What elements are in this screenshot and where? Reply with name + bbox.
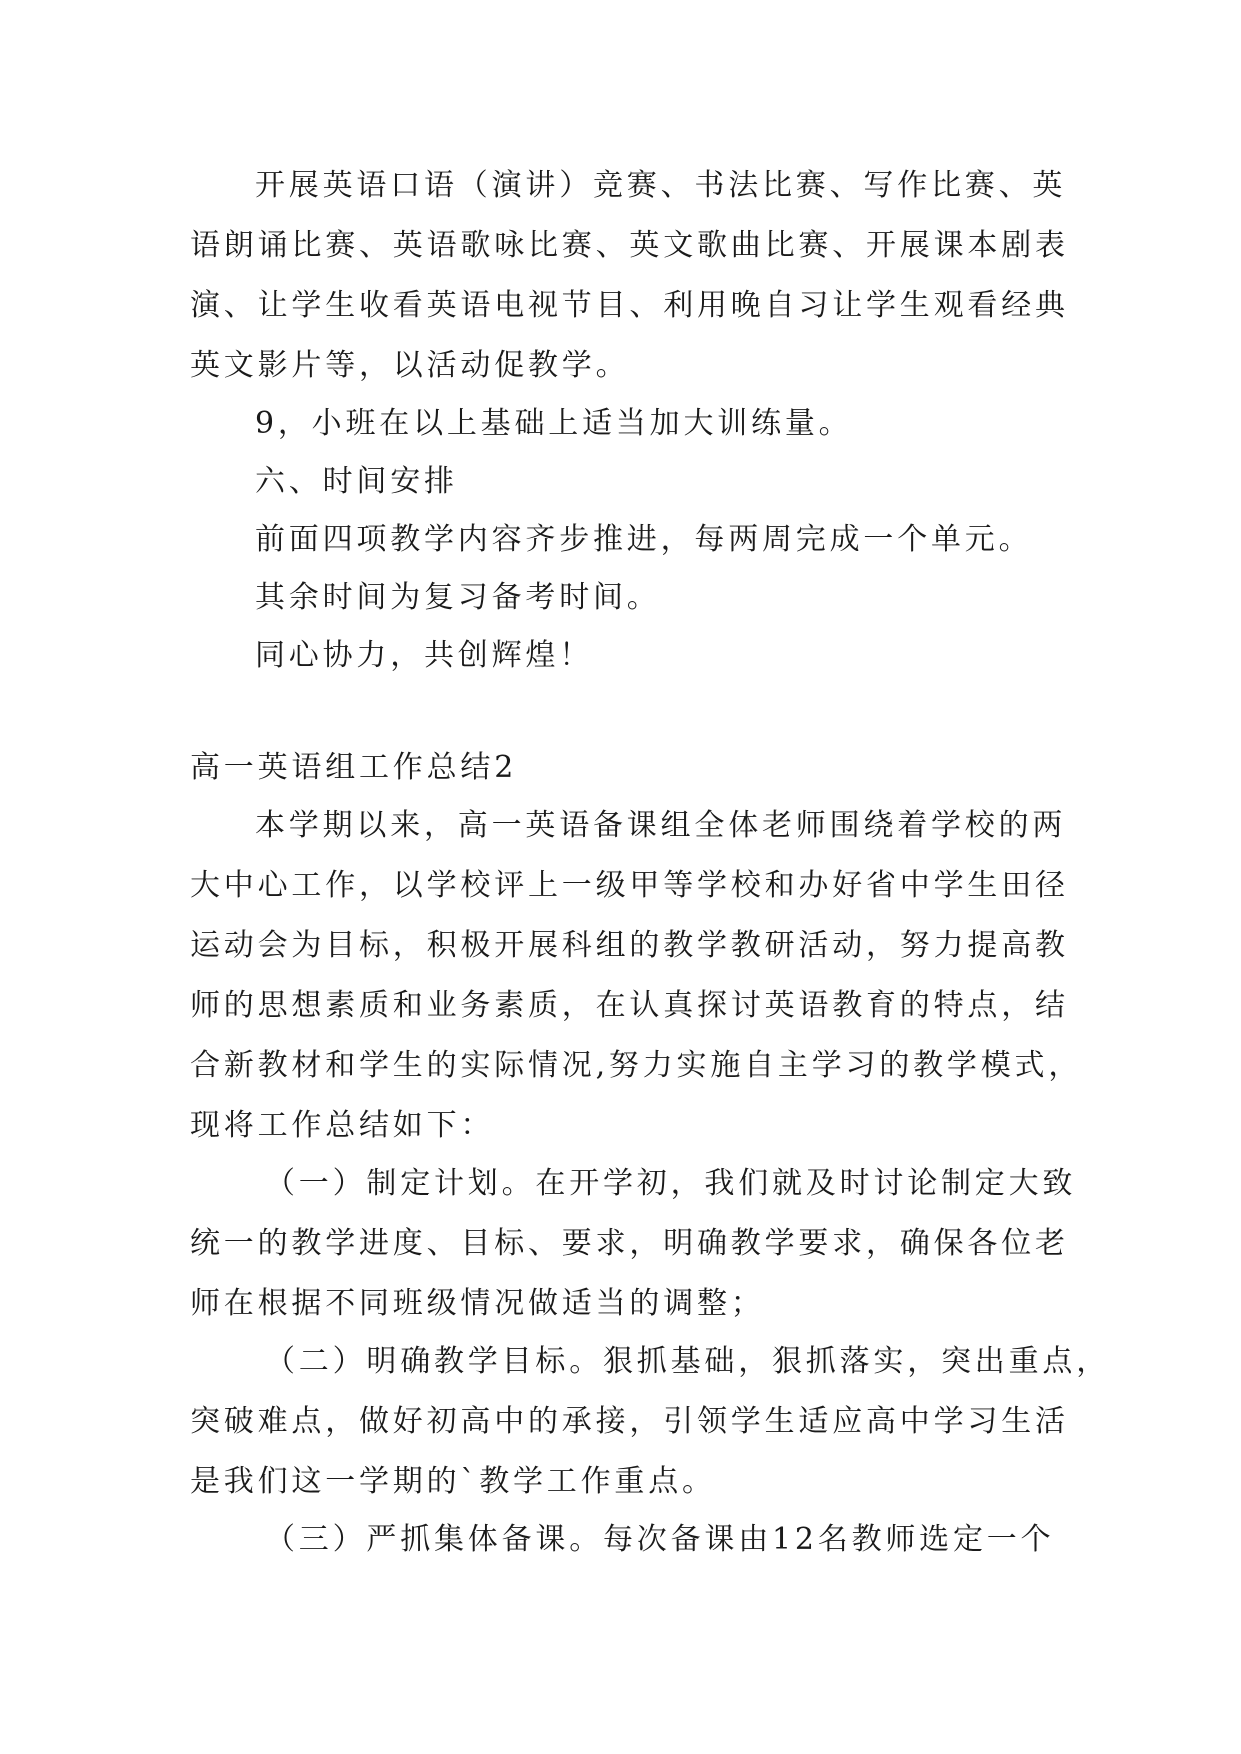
paragraph-line: 英文影片等，以活动促教学。 xyxy=(190,348,630,383)
paragraph-line: 同心协力，共创辉煌！ xyxy=(255,638,593,673)
paragraph-line: （二）明确教学目标。狠抓基础，狠抓落实，突出重点， xyxy=(265,1344,1110,1379)
paragraph-line: 语朗诵比赛、英语歌咏比赛、英文歌曲比赛、开展课本剧表 xyxy=(190,228,1069,263)
paragraph-line: （三）严抓集体备课。每次备课由12名教师选定一个 xyxy=(265,1522,1055,1557)
paragraph-line: （一）制定计划。在开学初，我们就及时讨论制定大致 xyxy=(265,1166,1077,1201)
paragraph-line: 师的思想素质和业务素质，在认真探讨英语教育的特点，结 xyxy=(190,988,1069,1023)
paragraph-line: 开展英语口语（演讲）竞赛、书法比赛、写作比赛、英 xyxy=(255,168,1067,203)
paragraph-line: 现将工作总结如下： xyxy=(190,1108,495,1143)
paragraph-line: 突破难点，做好初高中的承接，引领学生适应高中学习生活 xyxy=(190,1404,1069,1439)
paragraph-line: 师在根据不同班级情况做适当的调整； xyxy=(190,1286,765,1321)
paragraph-line: 是我们这一学期的`教学工作重点。 xyxy=(190,1464,716,1499)
paragraph-line: 前面四项教学内容齐步推进，每两周完成一个单元。 xyxy=(255,522,1033,557)
paragraph-line: 运动会为目标，积极开展科组的教学教研活动，努力提高教 xyxy=(190,928,1069,963)
paragraph-line: 本学期以来，高一英语备课组全体老师围绕着学校的两 xyxy=(255,808,1067,843)
paragraph-line: 其余时间为复习备考时间。 xyxy=(255,580,661,615)
section-heading: 六、时间安排 xyxy=(255,464,458,499)
paragraph-line: 大中心工作，以学校评上一级甲等学校和办好省中学生田径 xyxy=(190,868,1069,903)
paragraph-line: 统一的教学进度、目标、要求，明确教学要求，确保各位老 xyxy=(190,1226,1069,1261)
paragraph-line: 演、让学生收看英语电视节目、利用晚自习让学生观看经典 xyxy=(190,288,1069,323)
document-title: 高一英语组工作总结2 xyxy=(190,750,518,785)
paragraph-line: 合新教材和学生的实际情况,努力实施自主学习的教学模式， xyxy=(190,1048,1083,1083)
paragraph-line: 9，小班在以上基础上适当加大训练量。 xyxy=(255,406,853,441)
